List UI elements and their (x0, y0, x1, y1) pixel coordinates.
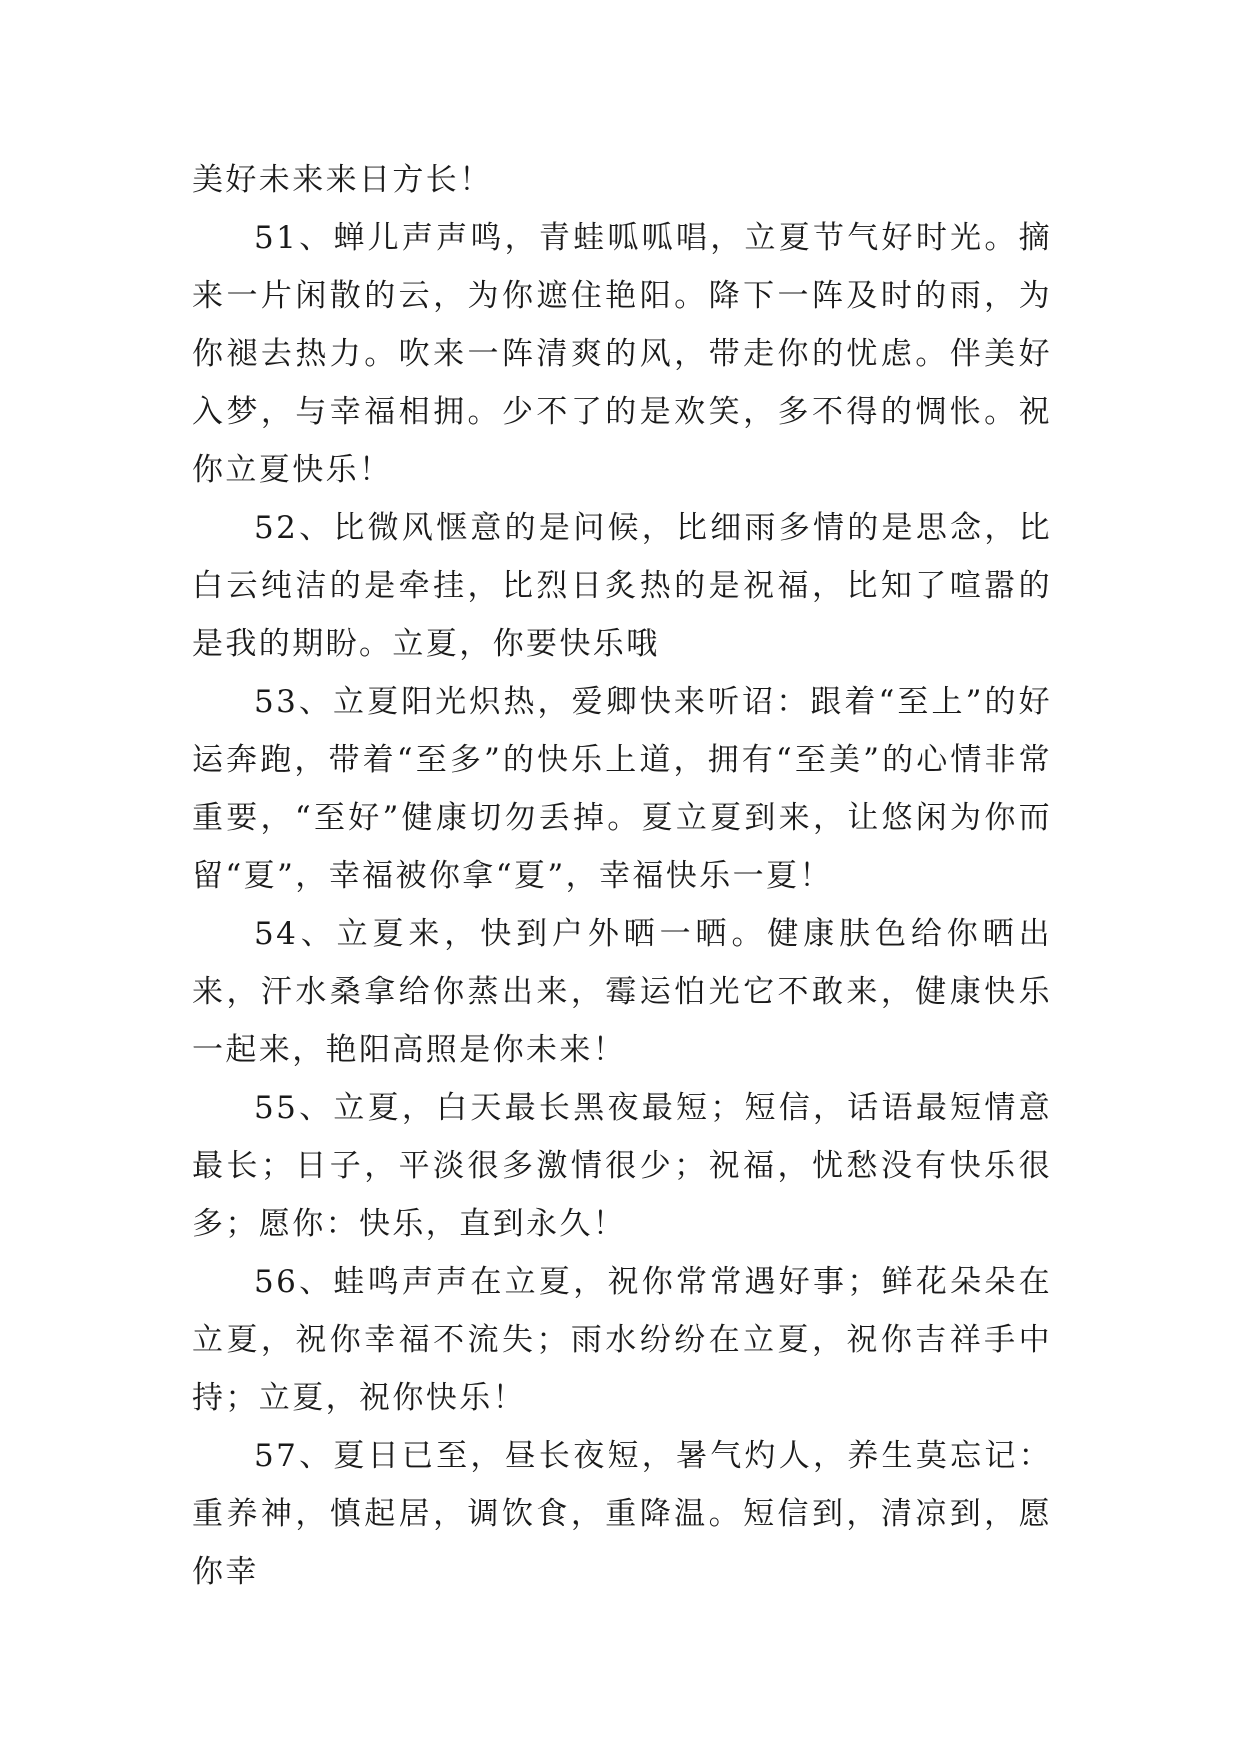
paragraph-continuation: 美好未来来日方长！ (192, 162, 493, 198)
paragraph-54: 54、立夏来，快到户外晒一晒。健康肤色给你晒出来，汗水桑拿给你蒸出来，霉运怕光它不敢来，健康快乐一起来，艳阳高照是你未来！ (192, 916, 1052, 1068)
paragraph-51: 51、蝉儿声声鸣，青蛙呱呱唱，立夏节气好时光。摘来一片闲散的云，为你遮住艳阳。降下一阵及时的雨，为你褪去热力。吹来一阵清爽的风，带走你的忧虑。伴美好入梦，与幸福相拥。少不了的是欢笑，多不得的惆怅。祝你立夏快乐！ (192, 220, 1052, 488)
paragraph-57: 57、夏日已至，昼长夜短，暑气灼人，养生莫忘记：重养神，慎起居，调饮食，重降温。短信到，清凉到，愿你幸 (192, 1438, 1052, 1590)
paragraph-55: 55、立夏，白天最长黑夜最短；短信，话语最短情意最长；日子，平淡很多激情很少；祝福，忧愁没有快乐很多；愿你：快乐，直到永久！ (192, 1090, 1052, 1242)
paragraph-53: 53、立夏阳光炽热，爱卿快来听诏：跟着“至上”的好运奔跑，带着“至多”的快乐上道，拥有“至美”的心情非常重要，“至好”健康切勿丢掉。夏立夏到来，让悠闲为你而留“夏”，幸福被你拿“夏”，幸福快乐一夏！ (192, 684, 1052, 894)
document-body (192, 151, 1052, 1601)
paragraph-56: 56、蛙鸣声声在立夏，祝你常常遇好事；鲜花朵朵在立夏，祝你幸福不流失；雨水纷纷在立夏，祝你吉祥手中持；立夏，祝你快乐！ (192, 1264, 1052, 1416)
paragraph-52: 52、比微风惬意的是问候，比细雨多情的是思念，比白云纯洁的是牵挂，比烈日炙热的是祝福，比知了喧嚣的是我的期盼。立夏，你要快乐哦 (192, 510, 1052, 662)
